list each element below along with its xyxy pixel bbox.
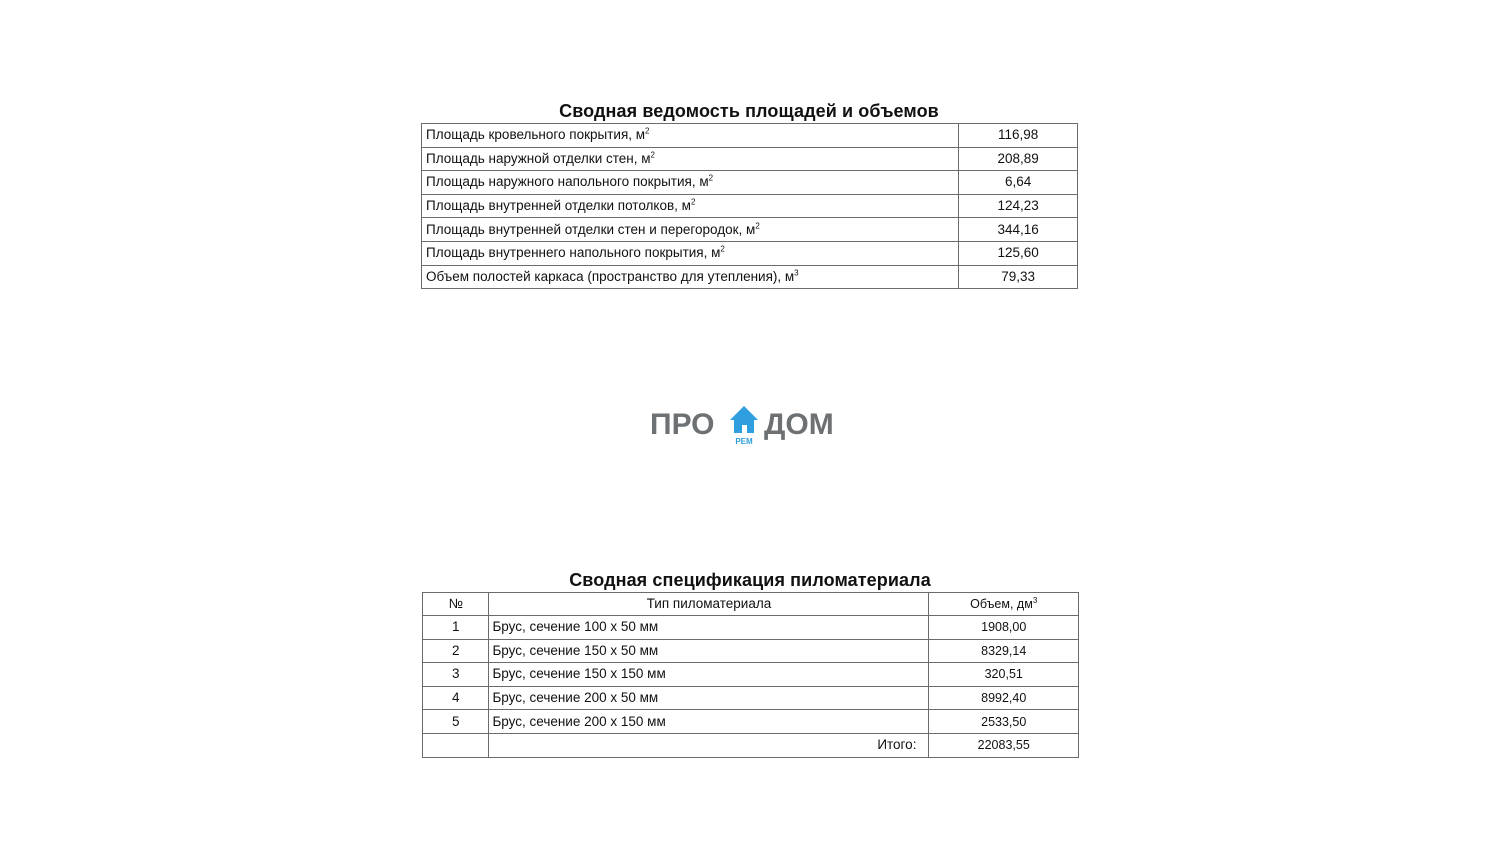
row-volume: 8329,14 bbox=[929, 639, 1079, 663]
logo-house-caption: РЕМ bbox=[735, 437, 753, 446]
row-value: 124,23 bbox=[959, 194, 1078, 218]
row-number: 1 bbox=[423, 616, 489, 640]
row-label: Площадь внутренней отделки потолков, $м^2$ bbox=[422, 194, 959, 218]
row-lumber-type: Брус, сечение 150 х 50 мм bbox=[489, 639, 929, 663]
row-value: 79,33 bbox=[959, 265, 1078, 289]
row-lumber-type: Брус, сечение 100 х 50 мм bbox=[489, 616, 929, 640]
table-row bbox=[422, 124, 1078, 148]
table-row bbox=[422, 194, 1078, 218]
header-lumber-type: Тип пиломатериала bbox=[489, 593, 929, 616]
row-value: 6,64 bbox=[959, 171, 1078, 195]
row-volume: 8992,40 bbox=[929, 686, 1079, 710]
row-value: 208,89 bbox=[959, 147, 1078, 171]
house-icon bbox=[730, 406, 758, 433]
table-row bbox=[422, 265, 1078, 289]
row-number: 4 bbox=[423, 686, 489, 710]
total-label: Итого: bbox=[489, 733, 929, 757]
row-lumber-type: Брус, сечение 150 х 150 мм bbox=[489, 663, 929, 687]
table-row bbox=[422, 171, 1078, 195]
row-number: 3 bbox=[423, 663, 489, 687]
table-row bbox=[423, 686, 1079, 710]
row-label: Площадь наружной отделки стен, $м^2$ bbox=[422, 147, 959, 171]
table-total-row bbox=[423, 733, 1079, 757]
table-header-row bbox=[423, 593, 1079, 616]
house-roof-shape bbox=[730, 406, 758, 420]
total-value: 22083,55 bbox=[929, 733, 1079, 757]
areas-summary-table bbox=[421, 123, 1078, 289]
row-lumber-type: Брус, сечение 200 х 150 мм bbox=[489, 710, 929, 734]
row-value: 125,60 bbox=[959, 241, 1078, 265]
row-volume: 320,51 bbox=[929, 663, 1079, 687]
row-number: 2 bbox=[423, 639, 489, 663]
table-row bbox=[422, 147, 1078, 171]
prodom-logo bbox=[648, 402, 852, 446]
row-lumber-type: Брус, сечение 200 х 50 мм bbox=[489, 686, 929, 710]
row-number: 5 bbox=[423, 710, 489, 734]
areas-summary-title: Сводная ведомость площадей и объемов bbox=[559, 101, 939, 121]
house-door-shape bbox=[742, 425, 747, 433]
logo-text-left: ПРО bbox=[650, 408, 715, 441]
table-row bbox=[423, 639, 1079, 663]
total-empty-cell bbox=[423, 733, 489, 757]
lumber-spec-table bbox=[422, 592, 1079, 758]
row-label: Объем полостей каркаса (пространство для утепления), $м^3$ bbox=[422, 265, 959, 289]
row-volume: 1908,00 bbox=[929, 616, 1079, 640]
lumber-spec-title: Сводная спецификация пиломатериала bbox=[569, 570, 931, 590]
row-value: 116,98 bbox=[959, 124, 1078, 148]
row-label: Площадь наружного напольного покрытия, $м^2$ bbox=[422, 171, 959, 195]
row-volume: 2533,50 bbox=[929, 710, 1079, 734]
logo-text-right: ДОМ bbox=[764, 408, 834, 441]
row-label: Площадь внутренней отделки стен и перегородок, $м^2$ bbox=[422, 218, 959, 242]
row-value: 344,16 bbox=[959, 218, 1078, 242]
table-row bbox=[422, 218, 1078, 242]
row-label: Площадь внутреннего напольного покрытия, $м^2$ bbox=[422, 241, 959, 265]
table-row bbox=[423, 663, 1079, 687]
header-number: № bbox=[423, 593, 489, 616]
header-volume: Объем, $дм^3$ bbox=[929, 593, 1079, 616]
table-row bbox=[423, 710, 1079, 734]
table-row bbox=[422, 241, 1078, 265]
table-row bbox=[423, 616, 1079, 640]
row-label: Площадь кровельного покрытия, $м^2$ bbox=[422, 124, 959, 148]
